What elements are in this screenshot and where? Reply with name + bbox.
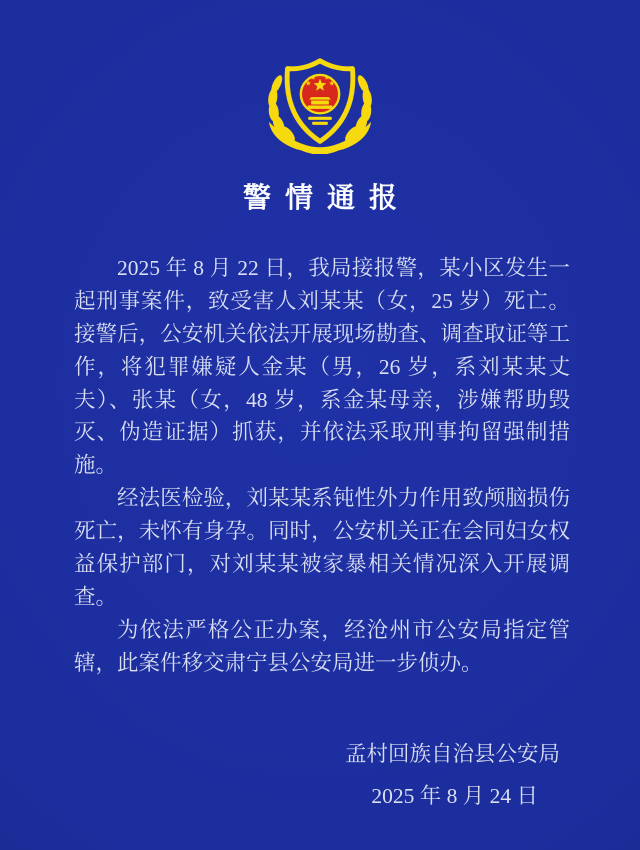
notice-body xyxy=(0,252,640,680)
issue-date: 2025 年 8 月 24 日 xyxy=(371,783,538,808)
police-emblem-icon xyxy=(0,0,640,154)
notice-title: 警情通报 xyxy=(242,183,411,214)
notice-paragraph-1: 2025 年 8 月 22 日，我局接报警，某小区发生一起刑事案件，致受害人刘某某（女，25 岁）死亡。接警后，公安机关依法开展现场勘查、调查取证等工作，将犯罪嫌疑人金某（男，26 岁，系刘某某丈夫）、张某（女，48 岁，系金某母亲，涉嫌帮助毁灭、伪造证据）抓获，并依法采取刑事拘留强制措施。 xyxy=(74,256,570,478)
issuing-agency: 孟村回族自治县公安局 xyxy=(344,741,560,766)
notice-paragraph-2: 经法医检验，刘某某系钝性外力作用致颅脑损伤死亡，未怀有身孕。同时，公安机关正在会同妇女权益保护部门，对刘某某被家暴相关情况深入开展调查。 xyxy=(74,486,570,609)
notice-paragraph-3: 为依法严格公正办案，经沧州市公安局指定管辖，此案件移交肃宁县公安局进一步侦办。 xyxy=(74,617,570,675)
signature-block xyxy=(0,738,640,813)
